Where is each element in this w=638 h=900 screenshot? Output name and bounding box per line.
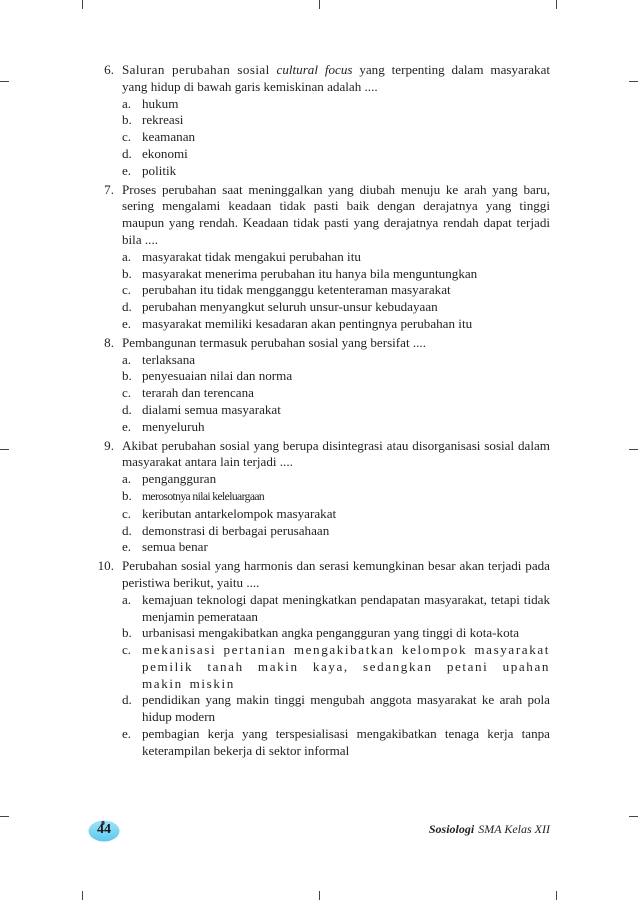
option-b bbox=[122, 488, 550, 506]
option-d bbox=[122, 146, 550, 163]
page-footer bbox=[0, 810, 638, 850]
option-letter: c. bbox=[122, 642, 132, 658]
question-number: 8. bbox=[104, 334, 114, 350]
page-number: 44 bbox=[97, 822, 111, 837]
option-letter: b. bbox=[122, 112, 132, 128]
option-letter: c. bbox=[122, 505, 132, 521]
question-stem: Akibat perubahan sosial yang berupa disintegrasi atau disorganisasi sosial dalam masyarakat antara lain terjadi .... bbox=[122, 437, 550, 470]
question-stem bbox=[122, 62, 550, 96]
option-letter: a. bbox=[122, 95, 132, 111]
stem-italic-term: cultural focus bbox=[276, 62, 353, 77]
option-a bbox=[122, 249, 550, 266]
option-text: pengangguran bbox=[142, 471, 217, 487]
option-letter: e. bbox=[122, 418, 132, 434]
option-c bbox=[122, 385, 550, 402]
option-text: masyarakat memiliki kesadaran akan pentingnya perubahan itu bbox=[142, 315, 473, 331]
option-letter: d. bbox=[122, 401, 132, 417]
option-text: ekonomi bbox=[142, 145, 188, 161]
option-text: kemajuan teknologi dapat meningkatkan pendapatan masyarakat, tetapi tidak menjamin pemerataan bbox=[142, 591, 550, 624]
option-text: politik bbox=[142, 162, 177, 178]
option-a bbox=[122, 592, 550, 626]
option-letter: b. bbox=[122, 625, 132, 641]
option-a bbox=[122, 96, 550, 113]
crop-mark bbox=[319, 0, 320, 9]
question-9 bbox=[92, 438, 550, 557]
option-text: perubahan itu tidak mengganggu ketenteraman masyarakat bbox=[142, 282, 451, 298]
option-text: perubahan menyangkut seluruh unsur-unsur kebudayaan bbox=[142, 299, 438, 315]
option-text: pendidikan yang makin tinggi mengubah anggota masyarakat ke arah pola hidup modern bbox=[142, 692, 550, 725]
option-e bbox=[122, 316, 550, 333]
option-text: dialami semua masyarakat bbox=[142, 401, 281, 417]
option-d bbox=[122, 692, 550, 726]
stem-text: yang terpenting dalam masyarakat yang hidup di bawah garis kemiskinan adalah .... bbox=[122, 62, 551, 94]
option-text: masyarakat menerima perubahan itu hanya bila menguntungkan bbox=[142, 265, 478, 281]
option-d bbox=[122, 402, 550, 419]
option-letter: c. bbox=[122, 282, 132, 298]
option-letter: c. bbox=[122, 385, 132, 401]
book-subtitle: SMA Kelas XII bbox=[478, 822, 550, 836]
option-letter: d. bbox=[122, 692, 132, 708]
question-6 bbox=[92, 62, 550, 180]
stem-text: Saluran perubahan sosial bbox=[122, 62, 270, 77]
crop-mark bbox=[556, 891, 557, 900]
option-text: semua benar bbox=[142, 539, 208, 555]
option-text: terlaksana bbox=[142, 351, 196, 367]
option-text: penyesuaian nilai dan norma bbox=[142, 368, 293, 384]
option-b bbox=[122, 368, 550, 385]
option-letter: b. bbox=[122, 487, 132, 503]
option-text: rekreasi bbox=[142, 112, 184, 128]
question-10 bbox=[92, 558, 550, 760]
crop-mark bbox=[319, 891, 320, 900]
option-text: menyeluruh bbox=[142, 418, 205, 434]
option-letter: a. bbox=[122, 591, 132, 607]
option-e bbox=[122, 726, 550, 760]
option-text: urbanisasi mengakibatkan angka pengangguran yang tinggi di kota-kota bbox=[142, 625, 520, 641]
option-letter: d. bbox=[122, 522, 132, 538]
option-letter: d. bbox=[122, 299, 132, 315]
option-letter: c. bbox=[122, 129, 132, 145]
book-title: Sosiologi bbox=[428, 822, 475, 836]
option-e bbox=[122, 419, 550, 436]
option-b bbox=[122, 112, 550, 129]
option-text: pembagian kerja yang terspesialisasi mengakibatkan tenaga kerja tanpa keterampilan bekerja di sektor informal bbox=[142, 726, 550, 758]
option-letter: b. bbox=[122, 265, 132, 281]
option-text: keamanan bbox=[142, 129, 196, 145]
crop-mark bbox=[0, 449, 9, 450]
option-letter: e. bbox=[122, 162, 132, 178]
crop-mark bbox=[82, 0, 83, 9]
option-letter: a. bbox=[122, 248, 132, 264]
option-text: masyarakat tidak mengakui perubahan itu bbox=[142, 248, 361, 264]
option-letter: e. bbox=[122, 726, 132, 742]
crop-mark bbox=[556, 0, 557, 9]
question-stem: Perubahan sosial yang harmonis dan serasi kemungkinan besar akan terjadi pada peristiwa berikut, yaitu .... bbox=[122, 558, 550, 590]
option-b bbox=[122, 266, 550, 283]
option-text: merosotnya nilai keleluargaan bbox=[142, 489, 265, 503]
question-number: 9. bbox=[104, 437, 114, 453]
option-letter: e. bbox=[122, 539, 132, 555]
question-7 bbox=[92, 182, 550, 333]
option-a bbox=[122, 352, 550, 369]
question-8 bbox=[92, 335, 550, 436]
option-a bbox=[122, 471, 550, 488]
option-text: mekanisasi pertanian mengakibatkan kelompok masyarakat pemilik tanah makin kaya, sedangkan petani upahan makin miskin bbox=[142, 642, 550, 691]
crop-mark bbox=[629, 81, 638, 82]
option-d bbox=[122, 299, 550, 316]
option-c bbox=[122, 129, 550, 146]
option-letter: a. bbox=[122, 471, 132, 487]
option-e bbox=[122, 163, 550, 180]
option-c bbox=[122, 642, 550, 692]
option-b bbox=[122, 625, 550, 642]
option-e bbox=[122, 539, 550, 556]
option-c bbox=[122, 506, 550, 523]
option-text: hukum bbox=[142, 95, 179, 111]
option-letter: a. bbox=[122, 351, 132, 367]
question-stem: Pembangunan termasuk perubahan sosial yang bersifat .... bbox=[122, 334, 426, 350]
question-number: 10. bbox=[97, 558, 114, 574]
question-list bbox=[92, 62, 550, 762]
option-letter: e. bbox=[122, 315, 132, 331]
crop-mark bbox=[629, 449, 638, 450]
book-reference bbox=[429, 822, 550, 837]
option-text: terarah dan terencana bbox=[142, 385, 254, 401]
question-number: 6. bbox=[104, 62, 114, 77]
crop-mark bbox=[0, 81, 9, 82]
question-number: 7. bbox=[104, 181, 114, 197]
option-letter: b. bbox=[122, 368, 132, 384]
option-c bbox=[122, 282, 550, 299]
option-letter: d. bbox=[122, 145, 132, 161]
question-stem: Proses perubahan saat meninggalkan yang diubah menuju ke arah yang baru, sering mengalami keadaan tidak pasti baik dengan derajatnya yang tinggi maupun yang rendah. Keadaan tidak pasti yang derajatnya rendah dapat terjadi bila .... bbox=[122, 181, 550, 247]
option-text: keributan antarkelompok masyarakat bbox=[142, 505, 337, 521]
option-text: demonstrasi di berbagai perusahaan bbox=[142, 522, 330, 538]
crop-mark bbox=[82, 891, 83, 900]
option-d bbox=[122, 523, 550, 540]
